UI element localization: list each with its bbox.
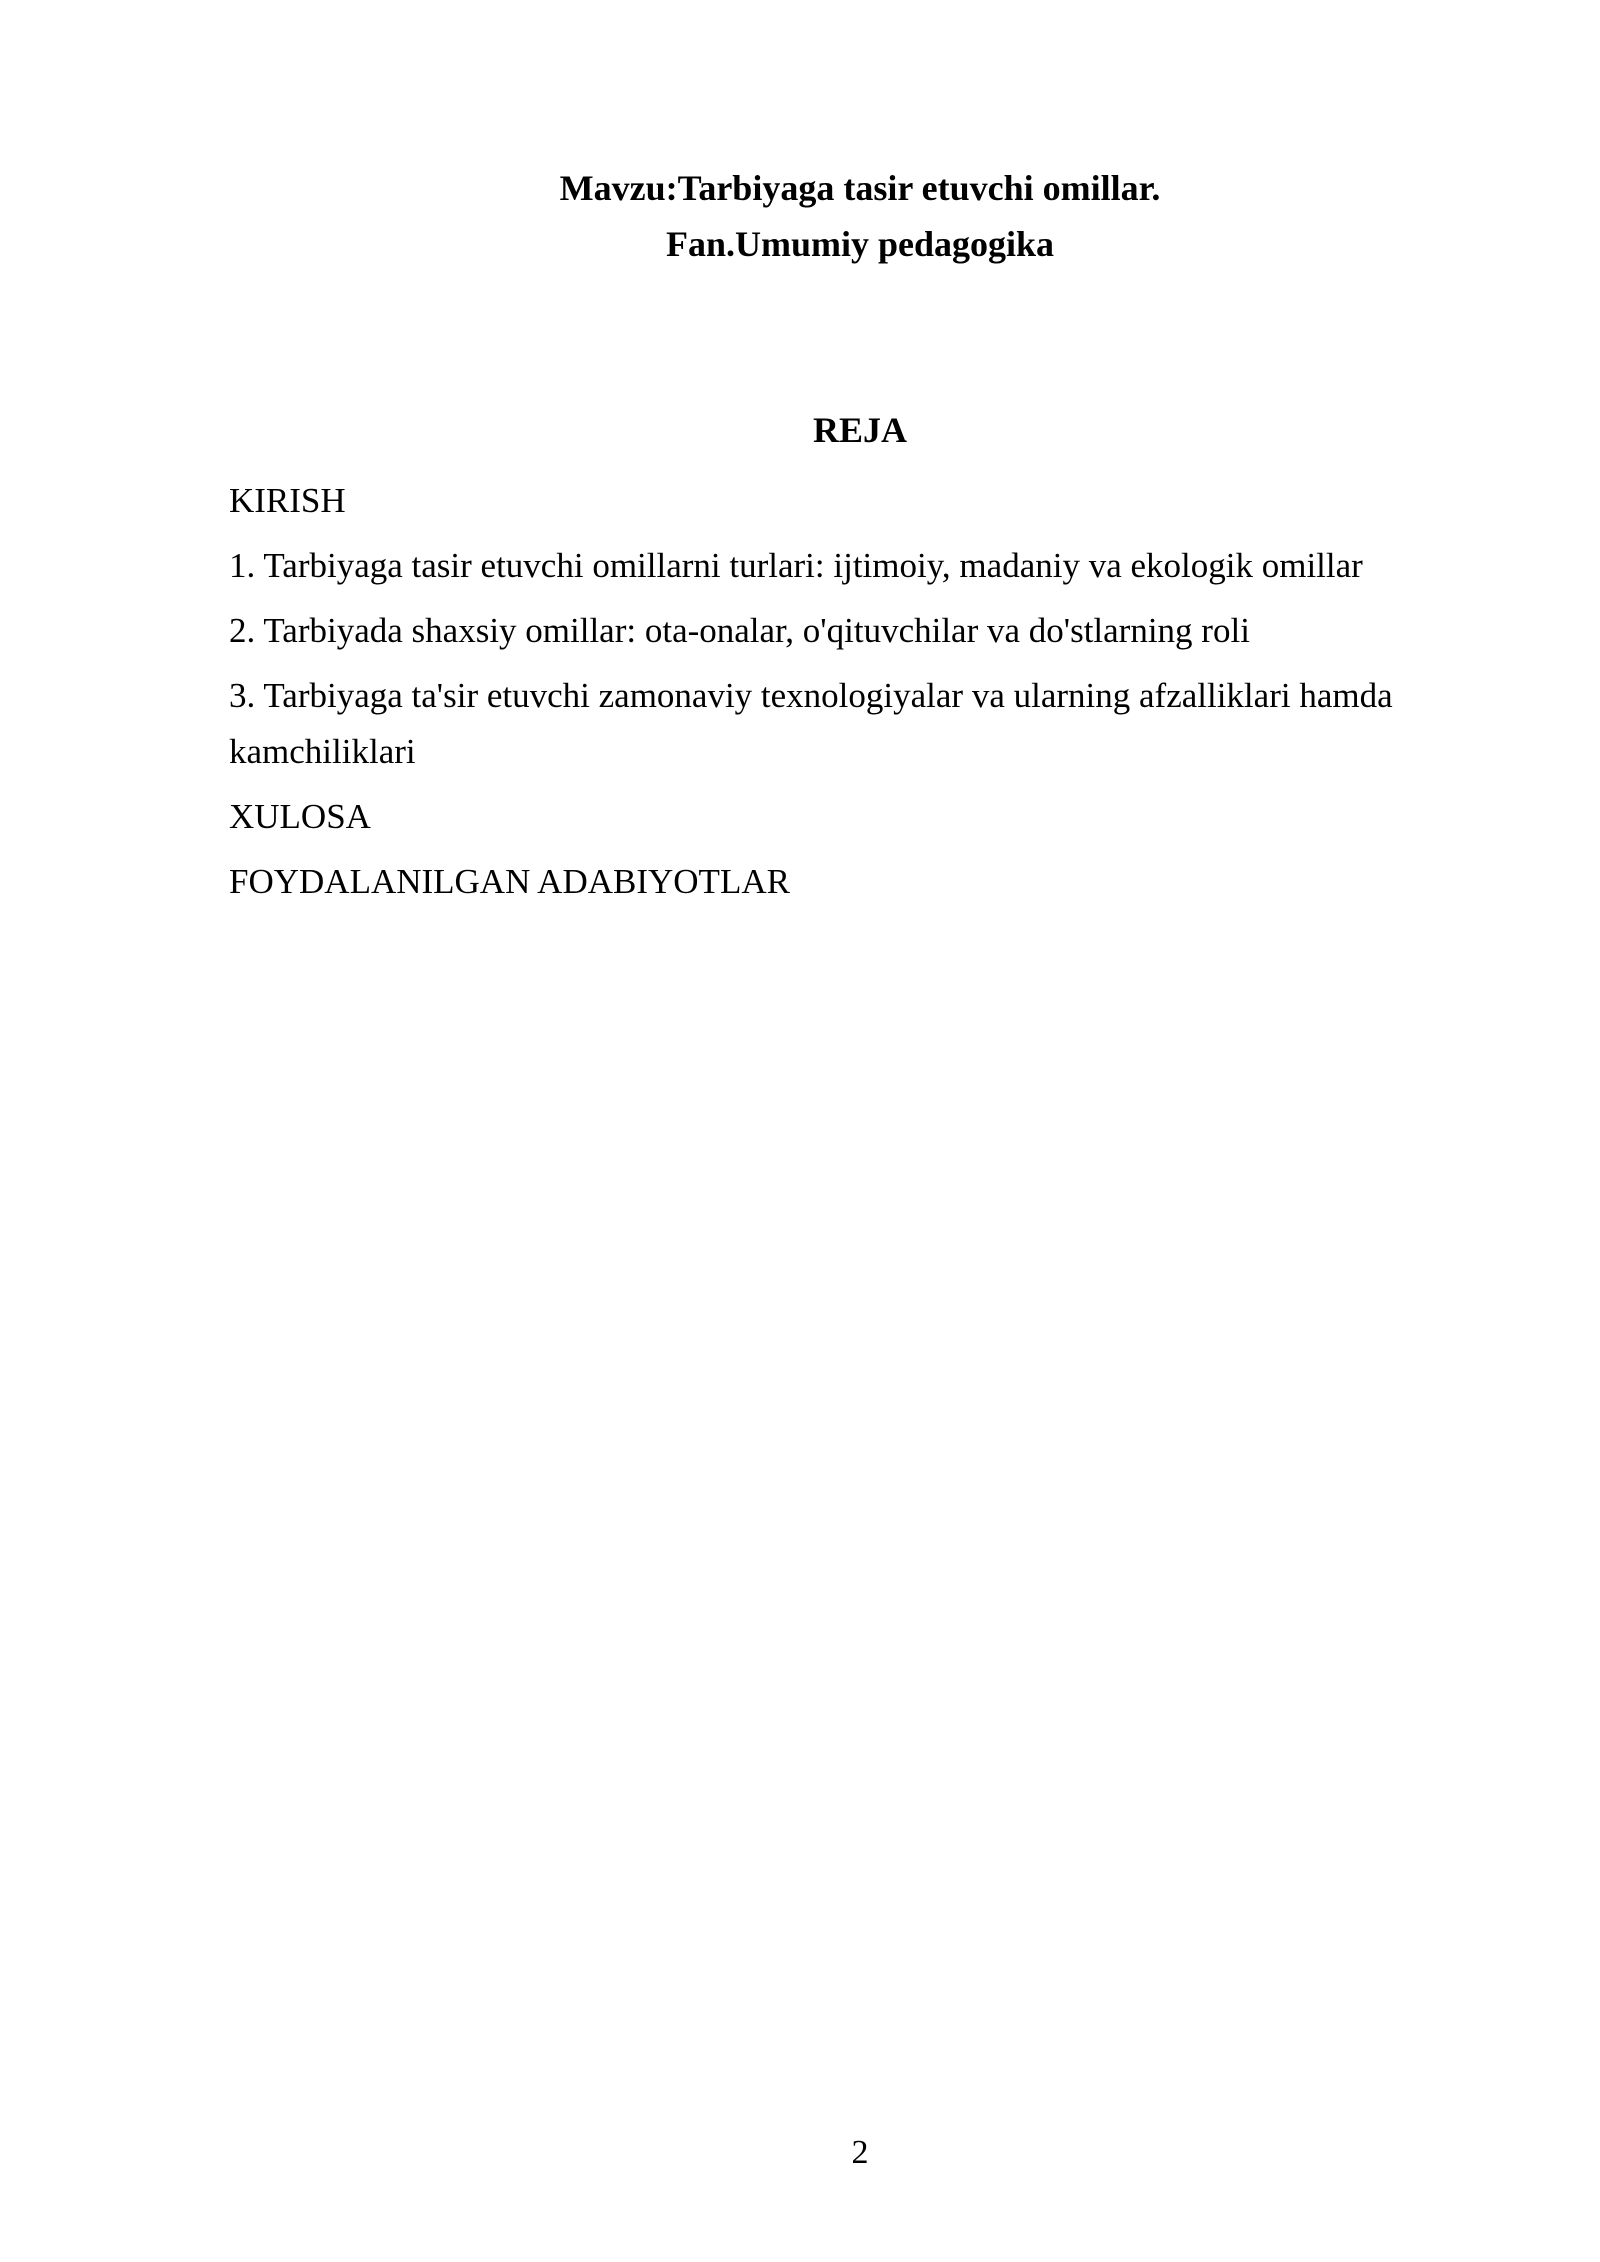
subject-title: Fan.Umumiy pedagogika	[665, 224, 1055, 264]
title-block	[0, 160, 1600, 272]
topic-title: Mavzu:Tarbiyaga tasir etuvchi omillar.	[559, 168, 1161, 208]
plan-heading: REJA	[812, 410, 907, 450]
plan-item-references: FOYDALANILGAN ADABIYOTLAR	[229, 862, 790, 901]
plan-item-introduction: KIRISH	[229, 481, 346, 520]
plan-item-2: 2. Tarbiyada shaxsiy omillar: ota-onalar, o'qituvchilar va do'stlarning roli	[229, 611, 1250, 650]
plan-list	[229, 473, 1499, 919]
page-number: 2	[851, 2134, 869, 2171]
plan-item-1: 1. Tarbiyaga tasir etuvchi omillarni turlari: ijtimoiy, madaniy va ekologik omillar	[229, 546, 1363, 585]
plan-item-3: 3. Tarbiyaga ta'sir etuvchi zamonaviy texnologiyalar va ularning afzalliklari hamda kamchiliklari	[229, 676, 1393, 771]
plan-item-conclusion: XULOSA	[229, 797, 371, 836]
